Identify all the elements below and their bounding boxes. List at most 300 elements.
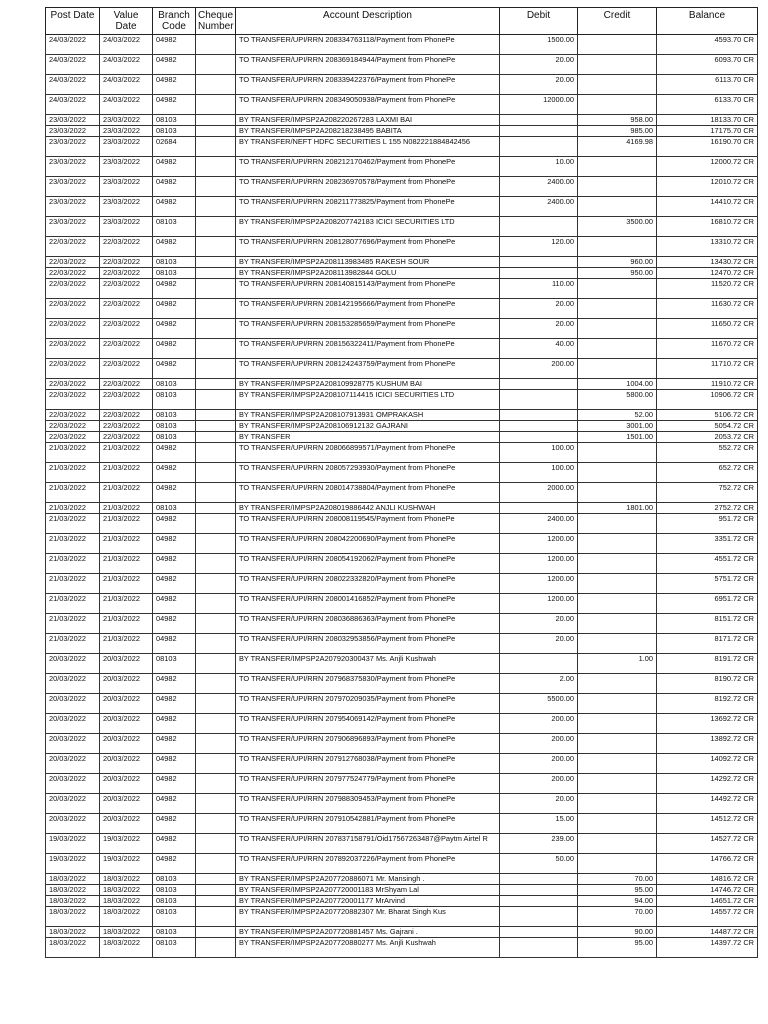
cell-credit: 70.00 [578, 874, 657, 885]
cell-balance: 18133.70 CR [657, 115, 758, 126]
cell-branch-code: 04982 [153, 774, 196, 794]
cell-credit [578, 714, 657, 734]
cell-post-date: 18/03/2022 [46, 874, 100, 885]
cell-debit [500, 885, 578, 896]
cell-post-date: 18/03/2022 [46, 907, 100, 927]
cell-value-date: 21/03/2022 [100, 574, 153, 594]
cell-branch-code: 04982 [153, 594, 196, 614]
cell-branch-code: 04982 [153, 237, 196, 257]
cell-account-description: TO TRANSFER/UPI/RRN 207977524779/Payment from PhonePe [236, 774, 500, 794]
cell-debit [500, 379, 578, 390]
cell-account-description: BY TRANSFER/IMPSP2A208218238495 BABITA [236, 126, 500, 137]
cell-balance: 16810.72 CR [657, 217, 758, 237]
cell-post-date: 20/03/2022 [46, 774, 100, 794]
table-row [46, 694, 758, 714]
cell-post-date: 21/03/2022 [46, 514, 100, 534]
cell-cheque-number [196, 35, 236, 55]
cell-account-description: TO TRANSFER/UPI/RRN 208153285659/Payment from PhonePe [236, 319, 500, 339]
cell-balance: 652.72 CR [657, 463, 758, 483]
cell-post-date: 21/03/2022 [46, 594, 100, 614]
cell-value-date: 22/03/2022 [100, 279, 153, 299]
cell-value-date: 18/03/2022 [100, 927, 153, 938]
cell-value-date: 21/03/2022 [100, 634, 153, 654]
cell-credit: 52.00 [578, 410, 657, 421]
cell-balance: 13310.72 CR [657, 237, 758, 257]
cell-cheque-number [196, 410, 236, 421]
cell-debit [500, 896, 578, 907]
cell-branch-code: 04982 [153, 177, 196, 197]
cell-branch-code: 04982 [153, 359, 196, 379]
cell-branch-code: 04982 [153, 443, 196, 463]
cell-debit: 40.00 [500, 339, 578, 359]
cell-post-date: 21/03/2022 [46, 463, 100, 483]
cell-credit: 3500.00 [578, 217, 657, 237]
cell-post-date: 23/03/2022 [46, 126, 100, 137]
cell-credit [578, 157, 657, 177]
cell-account-description: TO TRANSFER/UPI/RRN 207910542881/Payment from PhonePe [236, 814, 500, 834]
cell-value-date: 24/03/2022 [100, 55, 153, 75]
cell-value-date: 21/03/2022 [100, 503, 153, 514]
cell-credit: 1801.00 [578, 503, 657, 514]
cell-post-date: 21/03/2022 [46, 554, 100, 574]
table-row [46, 634, 758, 654]
cell-balance: 11630.72 CR [657, 299, 758, 319]
cell-account-description: TO TRANSFER/UPI/RRN 208142195666/Payment from PhonePe [236, 299, 500, 319]
cell-cheque-number [196, 574, 236, 594]
header-value-date: Value Date [100, 8, 153, 35]
cell-credit: 70.00 [578, 907, 657, 927]
cell-credit [578, 319, 657, 339]
cell-balance: 5054.72 CR [657, 421, 758, 432]
cell-value-date: 22/03/2022 [100, 410, 153, 421]
cell-credit [578, 463, 657, 483]
cell-cheque-number [196, 714, 236, 734]
table-row [46, 734, 758, 754]
cell-branch-code: 08103 [153, 268, 196, 279]
cell-post-date: 21/03/2022 [46, 574, 100, 594]
cell-credit [578, 55, 657, 75]
cell-branch-code: 04982 [153, 339, 196, 359]
cell-branch-code: 04982 [153, 157, 196, 177]
cell-account-description: TO TRANSFER/UPI/RRN 208008119545/Payment from PhonePe [236, 514, 500, 534]
cell-branch-code: 08103 [153, 432, 196, 443]
cell-balance: 13430.72 CR [657, 257, 758, 268]
cell-value-date: 20/03/2022 [100, 774, 153, 794]
cell-value-date: 23/03/2022 [100, 197, 153, 217]
cell-cheque-number [196, 927, 236, 938]
cell-debit: 100.00 [500, 443, 578, 463]
cell-credit: 3001.00 [578, 421, 657, 432]
cell-branch-code: 04982 [153, 534, 196, 554]
cell-credit: 1004.00 [578, 379, 657, 390]
cell-value-date: 19/03/2022 [100, 854, 153, 874]
cell-cheque-number [196, 514, 236, 534]
cell-credit [578, 177, 657, 197]
cell-balance: 4551.72 CR [657, 554, 758, 574]
cell-balance: 552.72 CR [657, 443, 758, 463]
table-row [46, 534, 758, 554]
cell-debit: 20.00 [500, 634, 578, 654]
cell-cheque-number [196, 257, 236, 268]
cell-branch-code: 08103 [153, 654, 196, 674]
cell-cheque-number [196, 694, 236, 714]
cell-credit: 5800.00 [578, 390, 657, 410]
cell-post-date: 22/03/2022 [46, 359, 100, 379]
cell-credit: 95.00 [578, 885, 657, 896]
header-cheque-number: Cheque Number [196, 8, 236, 35]
cell-balance: 752.72 CR [657, 483, 758, 503]
cell-value-date: 24/03/2022 [100, 35, 153, 55]
cell-account-description: TO TRANSFER/UPI/RRN 208014738804/Payment from PhonePe [236, 483, 500, 503]
header-balance: Balance [657, 8, 758, 35]
cell-value-date: 20/03/2022 [100, 794, 153, 814]
cell-branch-code: 04982 [153, 514, 196, 534]
cell-branch-code: 08103 [153, 927, 196, 938]
cell-account-description: TO TRANSFER/UPI/RRN 208236970578/Payment from PhonePe [236, 177, 500, 197]
cell-debit: 5500.00 [500, 694, 578, 714]
cell-branch-code: 04982 [153, 299, 196, 319]
cell-post-date: 18/03/2022 [46, 885, 100, 896]
cell-balance: 8151.72 CR [657, 614, 758, 634]
cell-post-date: 23/03/2022 [46, 197, 100, 217]
cell-branch-code: 04982 [153, 834, 196, 854]
cell-branch-code: 08103 [153, 410, 196, 421]
table-row [46, 55, 758, 75]
cell-post-date: 20/03/2022 [46, 734, 100, 754]
cell-account-description: TO TRANSFER/UPI/RRN 207970209035/Payment from PhonePe [236, 694, 500, 714]
table-body [46, 35, 758, 958]
cell-account-description: BY TRANSFER/IMPSP2A208109928775 KUSHUM BAI [236, 379, 500, 390]
cell-branch-code: 08103 [153, 379, 196, 390]
cell-credit [578, 694, 657, 714]
table-row [46, 854, 758, 874]
cell-credit [578, 443, 657, 463]
table-row [46, 654, 758, 674]
cell-debit: 2.00 [500, 674, 578, 694]
cell-balance: 14292.72 CR [657, 774, 758, 794]
cell-branch-code: 04982 [153, 634, 196, 654]
cell-value-date: 22/03/2022 [100, 432, 153, 443]
cell-cheque-number [196, 814, 236, 834]
cell-post-date: 24/03/2022 [46, 75, 100, 95]
table-row [46, 237, 758, 257]
statement-table [45, 7, 758, 958]
cell-debit: 1200.00 [500, 574, 578, 594]
table-row [46, 674, 758, 694]
cell-account-description: TO TRANSFER/UPI/RRN 208369184944/Payment from PhonePe [236, 55, 500, 75]
cell-branch-code: 02684 [153, 137, 196, 157]
header-post-date: Post Date [46, 8, 100, 35]
cell-balance: 5106.72 CR [657, 410, 758, 421]
cell-value-date: 21/03/2022 [100, 554, 153, 574]
cell-account-description: BY TRANSFER/IMPSP2A207720880277 Ms. Anjli Kushwah [236, 938, 500, 958]
cell-post-date: 18/03/2022 [46, 927, 100, 938]
cell-balance: 13692.72 CR [657, 714, 758, 734]
cell-value-date: 18/03/2022 [100, 907, 153, 927]
cell-post-date: 22/03/2022 [46, 319, 100, 339]
table-row [46, 754, 758, 774]
table-row [46, 432, 758, 443]
cell-debit [500, 907, 578, 927]
cell-post-date: 23/03/2022 [46, 157, 100, 177]
cell-debit [500, 927, 578, 938]
cell-account-description: BY TRANSFER/IMPSP2A207720886071 Mr. Mansingh . [236, 874, 500, 885]
cell-branch-code: 08103 [153, 217, 196, 237]
cell-balance: 11710.72 CR [657, 359, 758, 379]
table-row [46, 927, 758, 938]
cell-branch-code: 04982 [153, 319, 196, 339]
cell-balance: 14527.72 CR [657, 834, 758, 854]
cell-cheque-number [196, 874, 236, 885]
cell-credit [578, 279, 657, 299]
table-row [46, 35, 758, 55]
cell-branch-code: 04982 [153, 463, 196, 483]
cell-account-description: BY TRANSFER/IMPSP2A208220267283 LAXMI BAI [236, 115, 500, 126]
cell-value-date: 18/03/2022 [100, 885, 153, 896]
cell-cheque-number [196, 75, 236, 95]
cell-value-date: 23/03/2022 [100, 177, 153, 197]
cell-cheque-number [196, 896, 236, 907]
cell-credit: 1.00 [578, 654, 657, 674]
cell-post-date: 20/03/2022 [46, 814, 100, 834]
cell-balance: 14397.72 CR [657, 938, 758, 958]
cell-balance: 8191.72 CR [657, 654, 758, 674]
cell-credit [578, 614, 657, 634]
cell-credit [578, 574, 657, 594]
cell-balance: 14512.72 CR [657, 814, 758, 834]
table-row [46, 483, 758, 503]
cell-value-date: 22/03/2022 [100, 268, 153, 279]
table-row [46, 794, 758, 814]
cell-post-date: 19/03/2022 [46, 854, 100, 874]
cell-credit [578, 237, 657, 257]
cell-balance: 14492.72 CR [657, 794, 758, 814]
table-row [46, 443, 758, 463]
cell-account-description: BY TRANSFER/IMPSP2A208113983485 RAKESH SOUR [236, 257, 500, 268]
cell-cheque-number [196, 55, 236, 75]
cell-balance: 4593.70 CR [657, 35, 758, 55]
cell-cheque-number [196, 268, 236, 279]
table-row [46, 379, 758, 390]
cell-balance: 14557.72 CR [657, 907, 758, 927]
cell-cheque-number [196, 421, 236, 432]
cell-credit [578, 299, 657, 319]
cell-balance: 951.72 CR [657, 514, 758, 534]
cell-branch-code: 04982 [153, 483, 196, 503]
cell-cheque-number [196, 379, 236, 390]
cell-value-date: 23/03/2022 [100, 217, 153, 237]
cell-cheque-number [196, 503, 236, 514]
cell-debit: 2000.00 [500, 483, 578, 503]
cell-cheque-number [196, 907, 236, 927]
cell-debit: 12000.00 [500, 95, 578, 115]
cell-cheque-number [196, 432, 236, 443]
cell-branch-code: 08103 [153, 896, 196, 907]
cell-debit: 120.00 [500, 237, 578, 257]
cell-branch-code: 04982 [153, 694, 196, 714]
cell-post-date: 21/03/2022 [46, 634, 100, 654]
cell-cheque-number [196, 137, 236, 157]
cell-cheque-number [196, 115, 236, 126]
cell-cheque-number [196, 95, 236, 115]
cell-debit: 50.00 [500, 854, 578, 874]
table-row [46, 177, 758, 197]
table-row [46, 554, 758, 574]
cell-branch-code: 04982 [153, 75, 196, 95]
table-row [46, 197, 758, 217]
cell-balance: 14651.72 CR [657, 896, 758, 907]
cell-post-date: 20/03/2022 [46, 794, 100, 814]
cell-value-date: 22/03/2022 [100, 421, 153, 432]
table-row [46, 115, 758, 126]
header-debit: Debit [500, 8, 578, 35]
cell-post-date: 18/03/2022 [46, 896, 100, 907]
cell-post-date: 20/03/2022 [46, 754, 100, 774]
cell-credit: 1501.00 [578, 432, 657, 443]
cell-account-description: BY TRANSFER/IMPSP2A208113982844 GOLU [236, 268, 500, 279]
cell-value-date: 21/03/2022 [100, 514, 153, 534]
cell-post-date: 23/03/2022 [46, 115, 100, 126]
cell-debit: 239.00 [500, 834, 578, 854]
cell-debit [500, 503, 578, 514]
cell-account-description: TO TRANSFER/UPI/RRN 207912768038/Payment from PhonePe [236, 754, 500, 774]
cell-cheque-number [196, 443, 236, 463]
cell-value-date: 22/03/2022 [100, 359, 153, 379]
cell-balance: 6133.70 CR [657, 95, 758, 115]
cell-account-description: BY TRANSFER/IMPSP2A207720001177 MrArvind [236, 896, 500, 907]
cell-debit [500, 410, 578, 421]
cell-value-date: 21/03/2022 [100, 534, 153, 554]
cell-account-description: TO TRANSFER/UPI/RRN 208140815143/Payment from PhonePe [236, 279, 500, 299]
cell-balance: 2752.72 CR [657, 503, 758, 514]
cell-cheque-number [196, 157, 236, 177]
cell-branch-code: 04982 [153, 674, 196, 694]
cell-post-date: 22/03/2022 [46, 432, 100, 443]
table-row [46, 410, 758, 421]
cell-branch-code: 04982 [153, 734, 196, 754]
cell-cheque-number [196, 674, 236, 694]
cell-debit: 100.00 [500, 463, 578, 483]
cell-balance: 10906.72 CR [657, 390, 758, 410]
cell-branch-code: 04982 [153, 197, 196, 217]
cell-debit [500, 432, 578, 443]
cell-value-date: 18/03/2022 [100, 938, 153, 958]
cell-account-description: BY TRANSFER/IMPSP2A208019886442 ANJLI KUSHWAH [236, 503, 500, 514]
cell-account-description: TO TRANSFER/UPI/RRN 208124243759/Payment from PhonePe [236, 359, 500, 379]
table-row [46, 319, 758, 339]
cell-post-date: 21/03/2022 [46, 503, 100, 514]
table-row [46, 279, 758, 299]
cell-post-date: 24/03/2022 [46, 55, 100, 75]
cell-credit: 950.00 [578, 268, 657, 279]
cell-debit: 200.00 [500, 754, 578, 774]
cell-branch-code: 04982 [153, 279, 196, 299]
cell-account-description: TO TRANSFER/UPI/RRN 208022332820/Payment from PhonePe [236, 574, 500, 594]
cell-debit: 2400.00 [500, 177, 578, 197]
cell-credit: 4169.98 [578, 137, 657, 157]
cell-account-description: BY TRANSFER/IMPSP2A208207742183 ICICI SECURITIES LTD [236, 217, 500, 237]
cell-cheque-number [196, 534, 236, 554]
cell-balance: 6093.70 CR [657, 55, 758, 75]
cell-value-date: 21/03/2022 [100, 463, 153, 483]
cell-value-date: 22/03/2022 [100, 257, 153, 268]
cell-account-description: TO TRANSFER/UPI/RRN 208054192062/Payment from PhonePe [236, 554, 500, 574]
cell-debit: 200.00 [500, 734, 578, 754]
table-row [46, 774, 758, 794]
cell-cheque-number [196, 126, 236, 137]
cell-debit: 2400.00 [500, 197, 578, 217]
cell-branch-code: 04982 [153, 574, 196, 594]
cell-balance: 12000.72 CR [657, 157, 758, 177]
cell-cheque-number [196, 390, 236, 410]
cell-branch-code: 08103 [153, 885, 196, 896]
cell-cheque-number [196, 938, 236, 958]
cell-credit [578, 734, 657, 754]
table-row [46, 390, 758, 410]
cell-credit [578, 534, 657, 554]
cell-post-date: 22/03/2022 [46, 379, 100, 390]
cell-balance: 14487.72 CR [657, 927, 758, 938]
cell-post-date: 21/03/2022 [46, 483, 100, 503]
cell-value-date: 20/03/2022 [100, 714, 153, 734]
cell-balance: 5751.72 CR [657, 574, 758, 594]
table-row [46, 339, 758, 359]
cell-credit [578, 594, 657, 614]
cell-post-date: 22/03/2022 [46, 279, 100, 299]
cell-debit: 1200.00 [500, 554, 578, 574]
cell-credit: 960.00 [578, 257, 657, 268]
cell-post-date: 18/03/2022 [46, 938, 100, 958]
header-branch-code: Branch Code [153, 8, 196, 35]
table-row [46, 614, 758, 634]
cell-branch-code: 08103 [153, 390, 196, 410]
cell-post-date: 22/03/2022 [46, 237, 100, 257]
cell-value-date: 21/03/2022 [100, 483, 153, 503]
cell-credit [578, 514, 657, 534]
cell-post-date: 19/03/2022 [46, 834, 100, 854]
cell-post-date: 22/03/2022 [46, 339, 100, 359]
cell-balance: 8190.72 CR [657, 674, 758, 694]
cell-credit [578, 854, 657, 874]
cell-account-description: BY TRANSFER/IMPSP2A208107114415 ICICI SECURITIES LTD [236, 390, 500, 410]
table-row [46, 157, 758, 177]
cell-balance: 13892.72 CR [657, 734, 758, 754]
cell-post-date: 20/03/2022 [46, 674, 100, 694]
cell-debit [500, 421, 578, 432]
cell-branch-code: 04982 [153, 95, 196, 115]
cell-debit: 200.00 [500, 714, 578, 734]
header-row [46, 8, 758, 35]
cell-account-description: TO TRANSFER/UPI/RRN 208156322411/Payment from PhonePe [236, 339, 500, 359]
cell-debit [500, 257, 578, 268]
cell-value-date: 23/03/2022 [100, 115, 153, 126]
cell-credit [578, 483, 657, 503]
cell-debit: 1500.00 [500, 35, 578, 55]
cell-post-date: 22/03/2022 [46, 257, 100, 268]
cell-debit: 2400.00 [500, 514, 578, 534]
cell-debit: 200.00 [500, 774, 578, 794]
cell-balance: 16190.70 CR [657, 137, 758, 157]
cell-cheque-number [196, 483, 236, 503]
table-row [46, 217, 758, 237]
cell-account-description: TO TRANSFER/UPI/RRN 207954069142/Payment from PhonePe [236, 714, 500, 734]
cell-debit [500, 268, 578, 279]
cell-post-date: 21/03/2022 [46, 443, 100, 463]
cell-credit [578, 774, 657, 794]
table-row [46, 938, 758, 958]
cell-debit [500, 654, 578, 674]
table-row [46, 594, 758, 614]
